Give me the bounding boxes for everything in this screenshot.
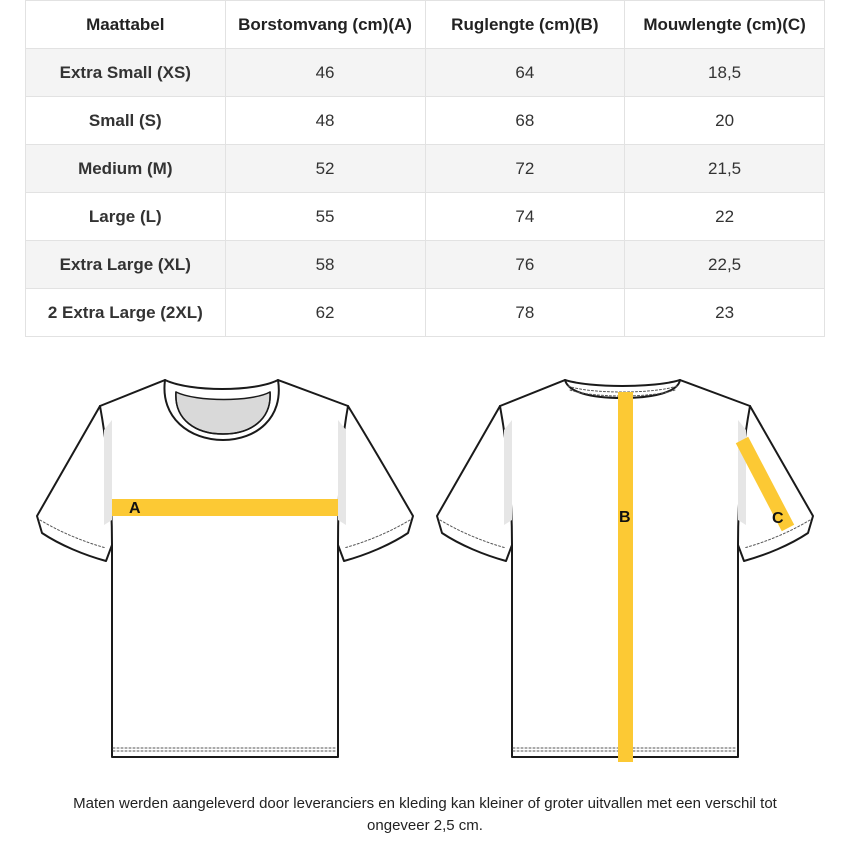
tshirt-back-left-underarm-shade xyxy=(504,420,512,525)
sleeve-cell: 23 xyxy=(625,289,825,337)
table-row xyxy=(26,193,825,241)
size-cell: Small (S) xyxy=(26,97,226,145)
length-cell: 68 xyxy=(425,97,625,145)
size-cell: Extra Large (XL) xyxy=(26,241,226,289)
header-chest: Borstomvang (cm)(A) xyxy=(225,1,425,49)
table-row xyxy=(26,241,825,289)
size-table xyxy=(25,0,825,337)
sleeve-cell: 20 xyxy=(625,97,825,145)
tshirt-back-right-underarm-shade xyxy=(738,420,746,525)
size-cell: Medium (M) xyxy=(26,145,226,193)
table-row xyxy=(26,145,825,193)
size-cell: Large (L) xyxy=(26,193,226,241)
tshirt-front-left-underarm-shade xyxy=(104,420,112,525)
table-row xyxy=(26,97,825,145)
tshirt-front-illustration xyxy=(37,380,413,757)
sleeve-cell: 22 xyxy=(625,193,825,241)
chest-cell: 62 xyxy=(225,289,425,337)
tshirt-front-outline xyxy=(37,380,413,757)
measure-bar-b xyxy=(618,392,633,762)
sleeve-cell: 21,5 xyxy=(625,145,825,193)
length-cell: 76 xyxy=(425,241,625,289)
length-cell: 72 xyxy=(425,145,625,193)
header-length: Ruglengte (cm)(B) xyxy=(425,1,625,49)
tshirt-front-right-underarm-shade xyxy=(338,420,346,525)
tshirt-measurement-diagram xyxy=(0,350,850,780)
header-size: Maattabel xyxy=(26,1,226,49)
size-cell: Extra Small (XS) xyxy=(26,49,226,97)
measure-label-c: C xyxy=(772,510,784,527)
table-row xyxy=(26,289,825,337)
length-cell: 78 xyxy=(425,289,625,337)
measure-label-b: B xyxy=(619,509,631,526)
header-sleeve: Mouwlengte (cm)(C) xyxy=(625,1,825,49)
sleeve-cell: 22,5 xyxy=(625,241,825,289)
size-disclaimer-note: Maten werden aangeleverd door leveranciers en kleding kan kleiner of groter uitvallen met een verschil tot ongeveer 2,5 cm. xyxy=(73,795,777,834)
length-cell: 74 xyxy=(425,193,625,241)
sleeve-cell: 18,5 xyxy=(625,49,825,97)
chest-cell: 48 xyxy=(225,97,425,145)
size-cell: 2 Extra Large (2XL) xyxy=(26,289,226,337)
length-cell: 64 xyxy=(425,49,625,97)
chest-cell: 46 xyxy=(225,49,425,97)
chest-cell: 55 xyxy=(225,193,425,241)
measure-bar-a xyxy=(112,499,338,516)
table-header-row xyxy=(26,1,825,49)
measure-label-a: A xyxy=(129,500,141,517)
chest-cell: 52 xyxy=(225,145,425,193)
chest-cell: 58 xyxy=(225,241,425,289)
table-row xyxy=(26,49,825,97)
